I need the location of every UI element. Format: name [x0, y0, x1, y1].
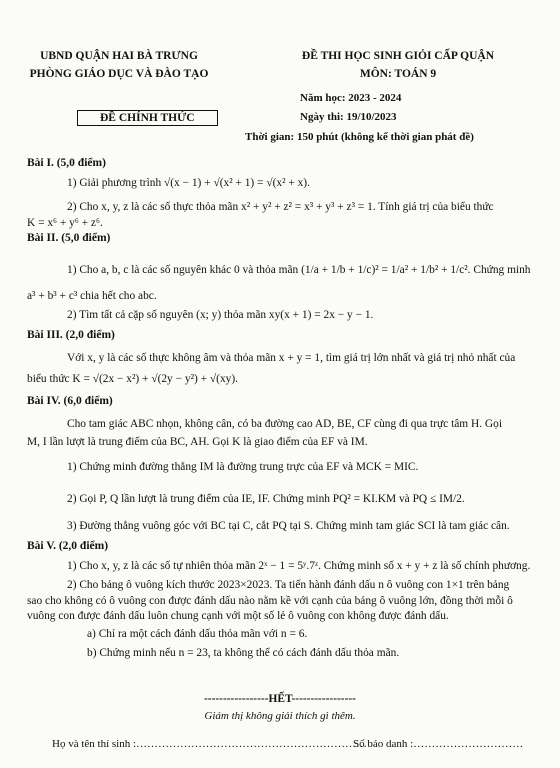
section-4-q1: 1) Chứng minh đường thẳng IM là đường trung trực của EF và MCK = MIC.	[67, 461, 419, 473]
section-4-q2: 2) Gọi P, Q lần lượt là trung điểm của IE, IF. Chứng minh PQ² = KI.KM và PQ ≤ IM/2.	[67, 493, 465, 505]
section-3-q1-cont: biểu thức K = √(2x − x²) + √(2y − y²) + √(xy).	[27, 373, 238, 385]
candidate-name-line: Họ và tên thí sinh :………………………………………………………	[52, 738, 368, 750]
section-4-q3: 3) Đường thẳng vuông góc với BC tại C, cắt PQ tại S. Chứng minh tam giác SCI là tam giác cân.	[67, 520, 510, 532]
candidate-id-line: Số báo danh :…………………………	[353, 738, 524, 750]
section-1-q2: 2) Cho x, y, z là các số thực thỏa mãn x² + y² + z² = x³ + y³ + z³ = 1. Tính giá trị của biểu thức	[67, 201, 494, 213]
section-2-q1: 1) Cho a, b, c là các số nguyên khác 0 và thỏa mãn (1/a + 1/b + 1/c)² = 1/a² + 1/b² + 1/c². Chứng minh	[67, 264, 531, 276]
header-left	[14, 46, 224, 83]
exam-duration: Thời gian: 150 phút (không kể thời gian phát đề)	[245, 131, 474, 143]
exam-title: ĐỀ THI HỌC SINH GIỎI CẤP QUẬN	[301, 50, 495, 62]
section-5-title: Bài V. (2,0 điểm)	[27, 540, 109, 552]
section-1-q2-cont: K = x⁶ + y⁶ + z⁶.	[27, 217, 103, 229]
section-1-title: Bài I. (5,0 điểm)	[27, 157, 106, 169]
section-4-intro: Cho tam giác ABC nhọn, không cân, có ba đường cao AD, BE, CF cùng đi qua trực tâm H. Gọi	[67, 418, 503, 430]
section-2-q1-cont: a³ + b³ + c³ chia hết cho abc.	[27, 290, 157, 302]
section-4-title: Bài IV. (6,0 điểm)	[27, 395, 113, 407]
header-right	[248, 46, 548, 83]
section-5-q2: 2) Cho bảng ô vuông kích thước 2023×2023. Ta tiến hành đánh dấu n ô vuông con 1×1 trên bảng	[67, 579, 510, 591]
official-badge: ĐỀ CHÍNH THỨC	[77, 110, 218, 126]
exam-date: Ngày thi: 19/10/2023	[300, 111, 397, 123]
section-5-qb: b) Chứng minh nếu n = 23, ta không thể có cách đánh dấu thỏa mãn.	[87, 647, 400, 659]
section-2-title: Bài II. (5,0 điểm)	[27, 232, 111, 244]
section-3-title: Bài III. (2,0 điểm)	[27, 329, 115, 341]
proctor-note: Giám thị không giải thích gì thêm.	[204, 710, 356, 722]
section-5-qa: a) Chỉ ra một cách đánh dấu thỏa mãn với n = 6.	[87, 628, 308, 640]
section-4-intro-cont: M, I lần lượt là trung điểm của BC, AH. Gọi K là giao điểm của EF và IM.	[27, 436, 368, 448]
section-5-q2-cont2: vuông con được đánh dấu luôn chung cạnh với một số lẻ ô vuông con không được đánh dấu.	[27, 610, 449, 622]
section-1-q1: 1) Giải phương trình √(x − 1) + √(x² + 1) = √(x² + x).	[67, 177, 310, 189]
district-name: UBND QUẬN HAI BÀ TRƯNG	[40, 50, 198, 62]
school-year: Năm học: 2023 - 2024	[300, 92, 402, 104]
end-marker: -----------------HẾT-----------------	[204, 693, 356, 705]
section-5-q1: 1) Cho x, y, z là các số tự nhiên thỏa mãn 2ˣ − 1 = 5ʸ.7ᶻ. Chứng minh số x + y + z là số chính phương.	[67, 560, 531, 572]
department-name: PHÒNG GIÁO DỤC VÀ ĐÀO TẠO	[29, 68, 209, 80]
subject: MÔN: TOÁN 9	[359, 68, 437, 80]
section-2-q2: 2) Tìm tất cả cặp số nguyên (x; y) thỏa mãn xy(x + 1) = 2x − y − 1.	[67, 309, 374, 321]
section-5-q2-cont1: sao cho không có ô vuông con được đánh dấu nào nằm kề với cạnh của bảng ô vuông lớn, đồng thời mỗi ô	[27, 595, 513, 607]
section-3-q1: Với x, y là các số thực không âm và thỏa mãn x + y = 1, tìm giá trị lớn nhất và giá trị nhỏ nhất của	[67, 352, 516, 364]
